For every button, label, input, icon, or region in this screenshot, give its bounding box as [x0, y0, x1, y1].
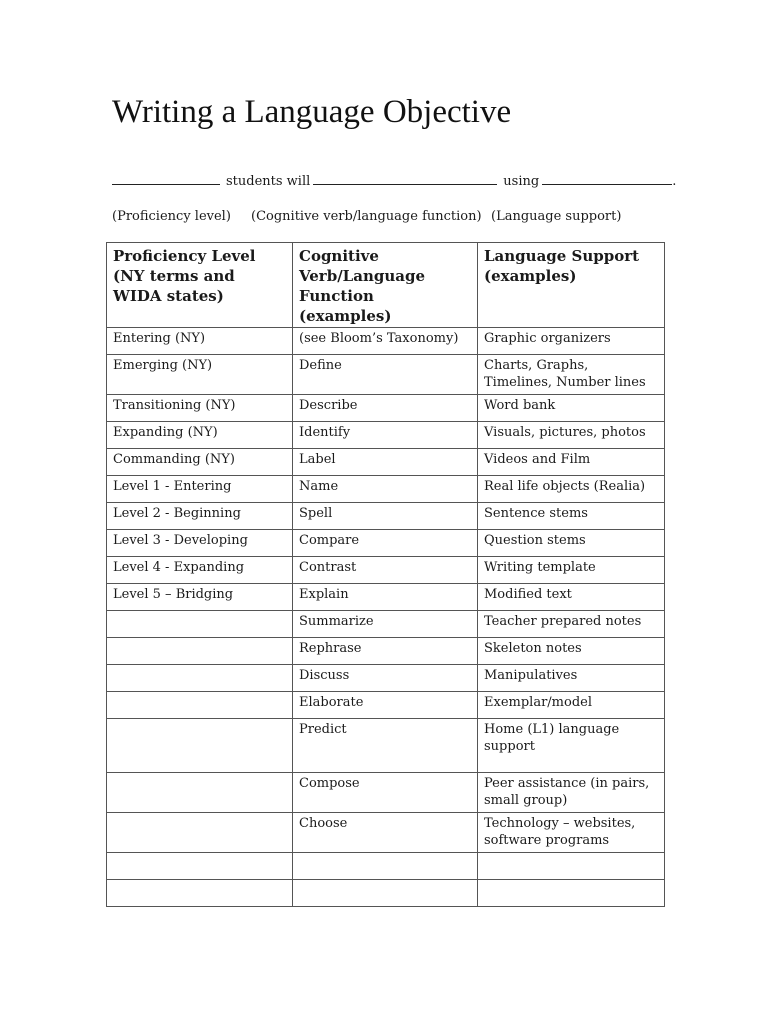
table-row — [107, 611, 665, 638]
students-will-text: students will — [226, 174, 311, 189]
table-row — [107, 328, 665, 355]
language-support-cell: Word bank — [478, 395, 665, 422]
cognitive-verb-cell: Predict — [293, 719, 478, 773]
cognitive-verb-cell: Spell — [293, 503, 478, 530]
cognitive-verb-cell: Compose — [293, 773, 478, 813]
cognitive-verb-cell: (see Bloom’s Taxonomy) — [293, 328, 478, 355]
language-support-cell: Peer assistance (in pairs, small group) — [478, 773, 665, 813]
table-row — [107, 813, 665, 853]
cognitive-verb-cell: Identify — [293, 422, 478, 449]
table-row — [107, 530, 665, 557]
language-support-cell — [478, 880, 665, 907]
cognitive-verb-cell: Define — [293, 355, 478, 395]
proficiency-cell: Level 1 - Entering — [107, 476, 293, 503]
table-row — [107, 719, 665, 773]
proficiency-cell: Emerging (NY) — [107, 355, 293, 395]
table-row — [107, 422, 665, 449]
language-support-cell: Technology – websites, software programs — [478, 813, 665, 853]
proficiency-cell: Level 3 - Developing — [107, 530, 293, 557]
language-support-blank[interactable] — [542, 172, 672, 185]
blank-labels — [112, 209, 621, 224]
language-support-cell: Teacher prepared notes — [478, 611, 665, 638]
proficiency-cell — [107, 665, 293, 692]
language-support-cell — [478, 853, 665, 880]
cognitive-verb-cell: Describe — [293, 395, 478, 422]
cognitive-verb-cell: Contrast — [293, 557, 478, 584]
proficiency-cell — [107, 853, 293, 880]
proficiency-cell: Level 4 - Expanding — [107, 557, 293, 584]
table-row — [107, 449, 665, 476]
table-row — [107, 773, 665, 813]
proficiency-cell: Level 5 – Bridging — [107, 584, 293, 611]
table-row — [107, 503, 665, 530]
cognitive-label: (Cognitive verb/language function) — [251, 209, 482, 224]
cognitive-verb-cell: Name — [293, 476, 478, 503]
language-support-cell: Visuals, pictures, photos — [478, 422, 665, 449]
proficiency-cell — [107, 813, 293, 853]
using-text: using — [503, 174, 540, 189]
language-support-cell: Skeleton notes — [478, 638, 665, 665]
language-support-cell: Videos and Film — [478, 449, 665, 476]
cognitive-verb-cell: Discuss — [293, 665, 478, 692]
language-support-cell: Exemplar/model — [478, 692, 665, 719]
language-support-cell: Charts, Graphs, Timelines, Number lines — [478, 355, 665, 395]
period-text: . — [672, 174, 677, 189]
proficiency-cell: Commanding (NY) — [107, 449, 293, 476]
header-cognitive: Cognitive Verb/Language Function (examples) — [293, 243, 478, 328]
table-header-row — [107, 243, 665, 328]
proficiency-cell — [107, 638, 293, 665]
table-row — [107, 557, 665, 584]
table-row — [107, 355, 665, 395]
language-support-cell: Sentence stems — [478, 503, 665, 530]
cognitive-verb-cell — [293, 880, 478, 907]
language-support-cell: Home (L1) language support — [478, 719, 665, 773]
language-support-cell: Writing template — [478, 557, 665, 584]
language-support-cell: Question stems — [478, 530, 665, 557]
cognitive-verb-cell: Elaborate — [293, 692, 478, 719]
cognitive-verb-cell: Label — [293, 449, 478, 476]
cognitive-verb-cell: Compare — [293, 530, 478, 557]
language-support-cell: Manipulatives — [478, 665, 665, 692]
table-row — [107, 692, 665, 719]
table-row — [107, 638, 665, 665]
table-row — [107, 853, 665, 880]
header-support: Language Support (examples) — [478, 243, 665, 328]
header-proficiency: Proficiency Level (NY terms and WIDA states) — [107, 243, 293, 328]
language-support-cell: Modified text — [478, 584, 665, 611]
page-title: Writing a Language Objective — [112, 94, 512, 130]
language-support-cell: Real life objects (Realia) — [478, 476, 665, 503]
cognitive-verb-cell: Choose — [293, 813, 478, 853]
language-support-cell: Graphic organizers — [478, 328, 665, 355]
objective-template-line — [112, 172, 676, 189]
table-row — [107, 584, 665, 611]
proficiency-cell: Expanding (NY) — [107, 422, 293, 449]
proficiency-cell — [107, 719, 293, 773]
proficiency-blank[interactable] — [112, 172, 220, 185]
proficiency-cell: Transitioning (NY) — [107, 395, 293, 422]
cognitive-verb-blank[interactable] — [313, 172, 497, 185]
cognitive-verb-cell: Rephrase — [293, 638, 478, 665]
objective-table — [106, 242, 665, 907]
table-row — [107, 880, 665, 907]
proficiency-cell — [107, 692, 293, 719]
proficiency-cell: Level 2 - Beginning — [107, 503, 293, 530]
support-label: (Language support) — [491, 209, 622, 224]
proficiency-cell: Entering (NY) — [107, 328, 293, 355]
proficiency-label: (Proficiency level) — [112, 209, 231, 224]
table-row — [107, 395, 665, 422]
table-row — [107, 665, 665, 692]
proficiency-cell — [107, 611, 293, 638]
proficiency-cell — [107, 773, 293, 813]
cognitive-verb-cell — [293, 853, 478, 880]
cognitive-verb-cell: Explain — [293, 584, 478, 611]
table-row — [107, 476, 665, 503]
proficiency-cell — [107, 880, 293, 907]
cognitive-verb-cell: Summarize — [293, 611, 478, 638]
